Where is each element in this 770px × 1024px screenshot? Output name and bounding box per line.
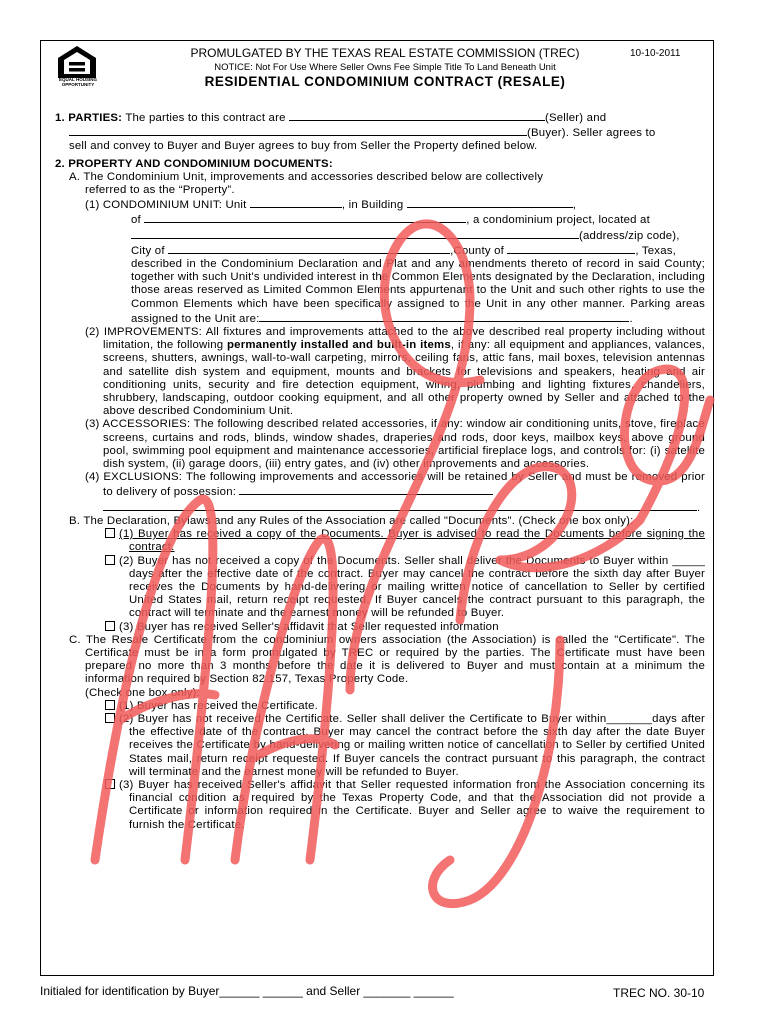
parties-heading: 1. PARTIES: bbox=[55, 112, 123, 124]
project-field[interactable] bbox=[144, 212, 466, 223]
building-field[interactable] bbox=[407, 197, 573, 208]
city-field[interactable] bbox=[168, 243, 450, 254]
address-field[interactable] bbox=[131, 228, 579, 239]
seller-name-field[interactable] bbox=[289, 110, 545, 121]
parking-field[interactable] bbox=[259, 311, 629, 322]
buyer-name-field[interactable] bbox=[69, 125, 527, 136]
equal-housing-label: EQUAL HOUSING OPPORTUNITY bbox=[59, 77, 97, 87]
county-field[interactable] bbox=[507, 243, 635, 254]
document-title: RESIDENTIAL CONDOMINIUM CONTRACT (RESALE) bbox=[204, 74, 566, 89]
documents-affidavit-checkbox[interactable] bbox=[105, 621, 115, 631]
property-heading: 2. PROPERTY AND CONDOMINIUM DOCUMENTS: bbox=[55, 157, 333, 170]
documents-received-checkbox[interactable] bbox=[105, 528, 115, 538]
contract-body: 1. PARTIES: The parties to this contract are (Seller) and (Buyer). Seller agrees to sell and convey to Buyer and Buyer agrees to buy from Seller the Property defined below. 2. PROPERTY AND CONDOMINIUM DOCUMENTS: A. The Condominium Unit, improvements and accessories described below are collectively referred to as the “Property”. (1) CONDOMINIUM UNIT: Unit , in Building , of , a condominium project, located at (address/zip code), City of ,County of , Texas, described in the Condominium Declaration and Plat and any amendments thereto of record in said County; together with such Unit's undivided interest in the Common Elements designated by the Declaration, including those areas reserved as Limited Common Elements appurtenant to the Unit and such other rights to use the Common Elements which have been specifically assigned to the Unit in any other manner. Parking areas assigned to the Unit are: . (2) IMPROVEMENTS: All fixtures and improvements attached to the above described real property including without limitation, the following permanently installed and built-in items, if any: all equipment and appliances, valances, screens, shutters, awnings, wall-to-wall carpeting, mirrors, ceiling fans, attic fans, mail boxes, television antennas and satellite dish system and equipment, mounts and brackets for televisions and speakers, heating and air conditioning units, security and fire detection equipment, wiring, plumbing and lighting fixtures, chandeliers, shrubbery, landscaping, outdoor cooking equipment, and all other property owned by Seller and attached to the above described Condominium Unit. (3) ACCESSORIES: The following described related accessories, if any: window air conditioning units, stove, fireplace screens, curtains and rods, blinds, window shades, draperies and rods, door keys, mailbox keys, above ground pool, swimming pool equipment and maintenance accessories, artificial fireplace logs, and controls for: (i) satellite dish system, (ii) garage doors, (iii) entry gates, and (iv) other improvements and accessories. (4) EXCLUSIONS: The following improvements and accessories will be retained by Seller and must be removed prior to delivery of possession: . B. The Declaration, Bylaws and any Rules of the Association are called "Documents". (Check one box only): (1) Buyer has received a copy of the Documents. Buyer is advised to read the Documents before signing the contract. (2) Buyer has not received a copy of the Documents. Seller shall deliver the Documents to Buyer within _____ days after the effective date of the contract. Buyer may cancel the contract before the sixth day after Buyer receives the Documents by hand-delivering or mailing written notice of cancellation to Seller by certified United States mail, return receipt requested. If Buyer cancels the contract pursuant to this paragraph, the contract will terminate and the earnest money will be refunded to Buyer. (3) Buyer has received Seller's affidavit that Seller requested information C. The Resale Certificate from the condominium owners association (the Association) is called the "Certificate". The Certificate must be in a form promulgated by TREC or required by the parties. The Certificate must have been prepared no more than 3 months before the date it is delivered to Buyer and must contain at a minimum the information required by Section 82.157, Texas Property Code. (Check one box only): (1) Buyer has received the Certificate. (2) Buyer has not received the Certificate. Seller shall deliver the Certificate to Buyer within_______days after the effective date of the contract. Buyer may cancel the contract before the sixth day after the date Buyer receives the Certificate by hand-delivering or mailing written notice of cancellation to Seller by certified United States mail, return receipt requested. If Buyer cancels the contract pursuant to this paragraph, the contract will terminate and the earnest money will be refunded to Buyer. (3) Buyer has received Seller's affidavit that Seller requested information from the Association concerning its financial condition as required by the Texas Property Code, and that the Association did not provide a Certificate or information required in the Certificate. Buyer and Seller agree to waive the requirement to furnish the Certificate. bbox=[55, 112, 705, 831]
promulgated-line: PROMULGATED BY THE TEXAS REAL ESTATE COMMISSION (TREC) bbox=[190, 46, 580, 60]
documents-not-received-checkbox[interactable] bbox=[105, 555, 115, 565]
notice-line: NOTICE: Not For Use Where Seller Owns Fee Simple Title To Land Beneath Unit bbox=[214, 62, 556, 73]
certificate-not-received-checkbox[interactable] bbox=[105, 713, 115, 723]
exclusions-field-2[interactable] bbox=[103, 500, 697, 511]
certificate-received-checkbox[interactable] bbox=[105, 700, 115, 710]
unit-field[interactable] bbox=[250, 197, 342, 208]
form-number: TREC NO. 30-10 bbox=[613, 986, 705, 1000]
form-date: 10-10-2011 bbox=[630, 48, 681, 59]
certificate-affidavit-checkbox[interactable] bbox=[105, 779, 115, 789]
exclusions-field[interactable] bbox=[239, 484, 493, 495]
initials-line: Initialed for identification by Buyer______ ______ and Seller _______ ______ bbox=[40, 984, 454, 998]
parties-paragraph: 1. PARTIES: The parties to this contract are (Seller) and bbox=[55, 112, 607, 124]
